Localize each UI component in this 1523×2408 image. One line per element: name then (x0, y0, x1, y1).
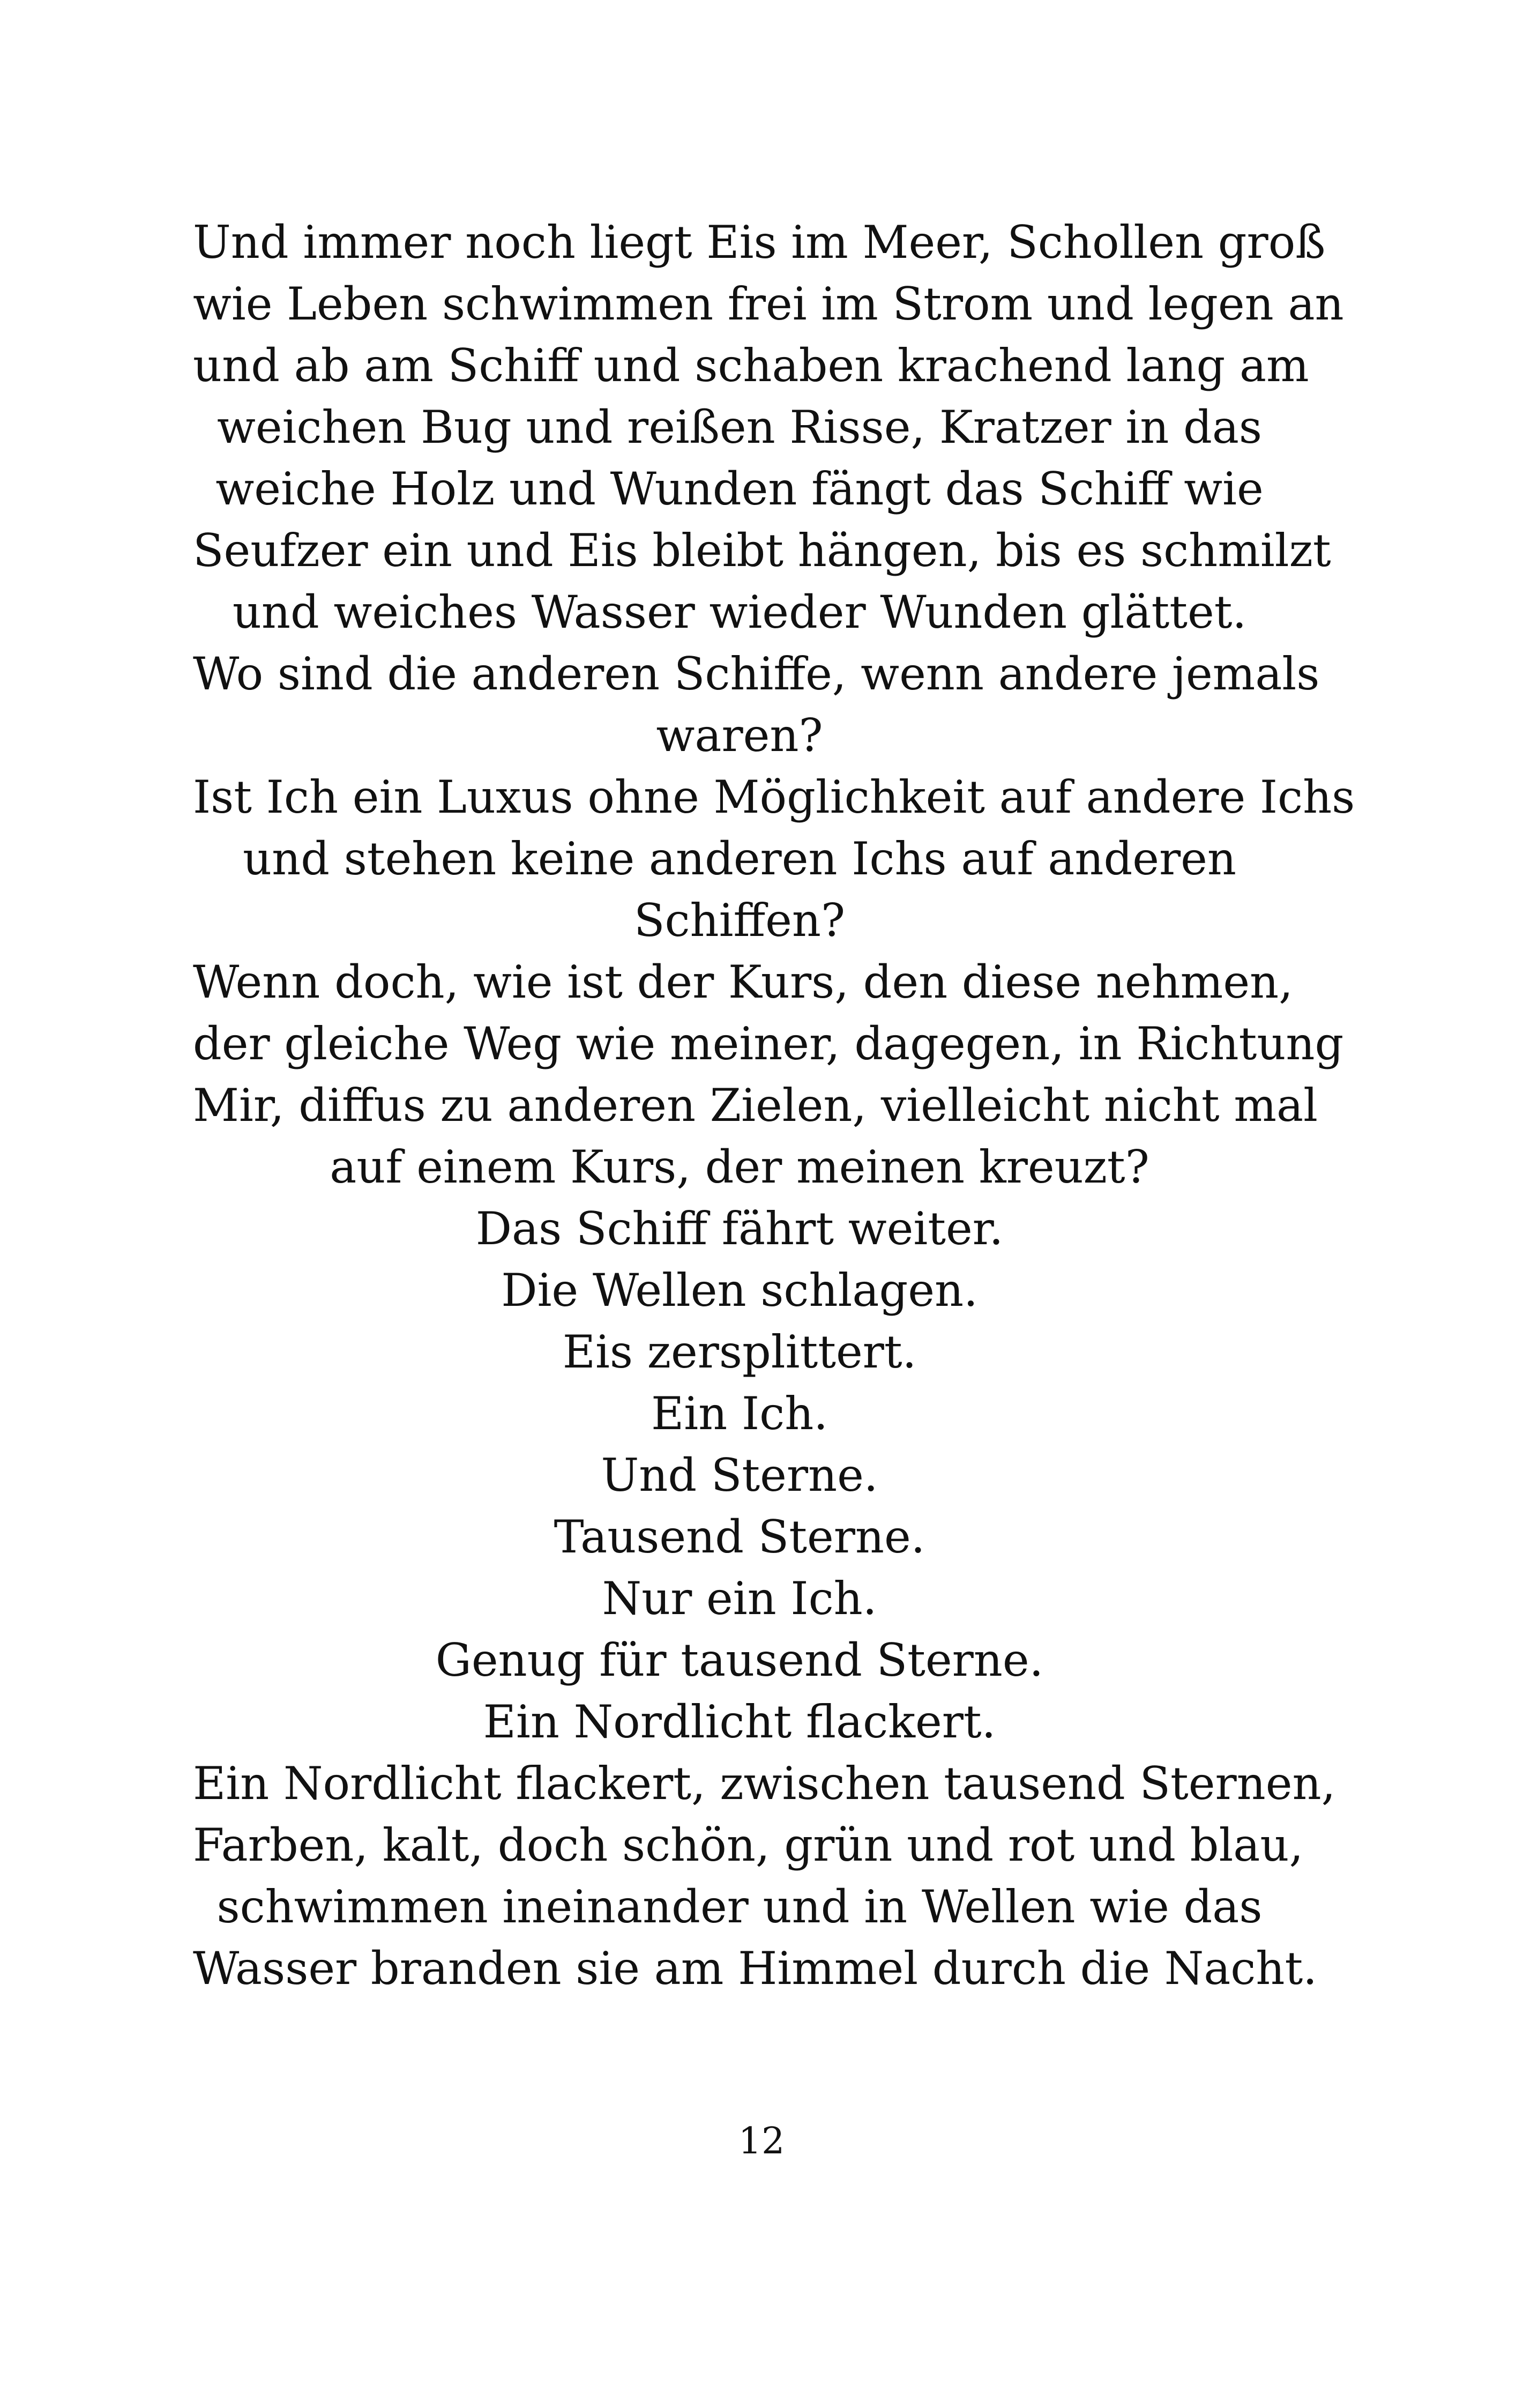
text-line: Das Schiff fährt weiter. (475, 1202, 1004, 1255)
poem-text (193, 212, 1355, 2000)
text-line: Ist Ich ein Luxus ohne Möglichkeit auf andere Ichs (193, 771, 1355, 823)
text-line: Mir, diffus zu anderen Zielen, vielleicht nicht mal (193, 1079, 1318, 1132)
text-line: Genug für tausend Sterne. (435, 1634, 1044, 1686)
text-line: wie Leben schwimmen frei im Strom und legen an (193, 278, 1344, 330)
text-line: Wenn doch, wie ist der Kurs, den diese nehmen, (193, 956, 1293, 1008)
text-line: Eis zersplittert. (562, 1326, 917, 1378)
text-line: Wo sind die anderen Schiffe, wenn andere jemals (193, 648, 1320, 700)
text-line: schwimmen ineinander und in Wellen wie das (216, 1881, 1263, 1933)
text-line: waren? (656, 709, 823, 762)
text-line: weichen Bug und reißen Risse, Kratzer in das (216, 401, 1263, 454)
text-line: Ein Nordlicht flackert. (483, 1696, 996, 1748)
text-line: Und Sterne. (601, 1449, 878, 1502)
text-line: Ein Ich. (651, 1387, 828, 1440)
text-line: Seufzer ein und Eis bleibt hängen, bis es schmilzt (193, 524, 1331, 577)
text-line: Die Wellen schlagen. (501, 1264, 978, 1317)
text-line: Schiffen? (633, 894, 846, 947)
text-line: Tausend Sterne. (554, 1511, 925, 1563)
text-line: und ab am Schiff und schaben krachend lang am (193, 339, 1309, 392)
text-line: Und immer noch liegt Eis im Meer, Schollen groß (193, 216, 1326, 269)
text-line: Wasser branden sie am Himmel durch die Nacht. (193, 1942, 1317, 1995)
page-number: 12 (738, 2120, 785, 2162)
text-line: weiche Holz und Wunden fängt das Schiff wie (215, 463, 1264, 515)
text-line: der gleiche Weg wie meiner, dagegen, in Richtung (193, 1017, 1344, 1070)
text-line: Ein Nordlicht flackert, zwischen tausend Sternen, (193, 1757, 1336, 1810)
text-line: auf einem Kurs, der meinen kreuzt? (330, 1141, 1149, 1193)
text-line: und stehen keine anderen Ichs auf anderen (243, 833, 1236, 885)
text-line: Farben, kalt, doch schön, grün und rot und blau, (193, 1819, 1304, 1871)
text-line: Nur ein Ich. (602, 1572, 877, 1625)
text-line: und weiches Wasser wieder Wunden glättet. (232, 586, 1247, 638)
